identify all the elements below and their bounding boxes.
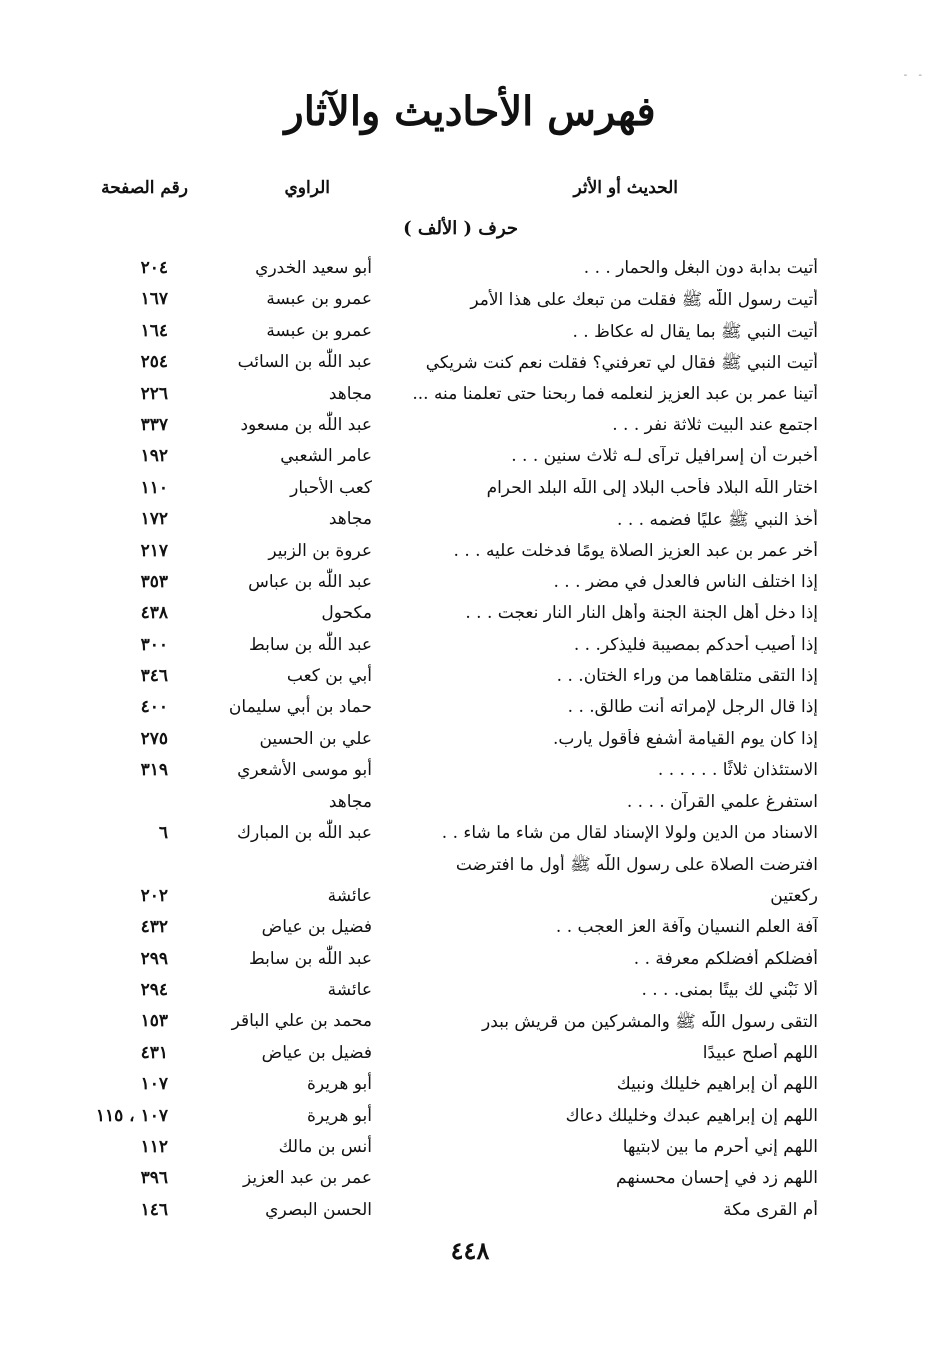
table-row — [0, 947, 940, 978]
page-ref: ٣٣٧ — [140, 414, 168, 435]
table-row — [0, 1135, 940, 1166]
table-row — [0, 1009, 940, 1040]
hadith-text: أتيت النبي ﷺ بما يقال له عكاظ . . — [572, 321, 818, 342]
page-ref: ٢٩٩ — [140, 948, 168, 969]
hadith-text: اختار اللّٰه البلاد فأحب البلاد إلى اللّٰه البلد الحرام — [486, 477, 818, 498]
table-row — [0, 664, 940, 695]
hadith-text: أتيت رسول اللّٰه ﷺ فقلت من تبعك على هذا الأمر — [470, 290, 818, 311]
page-title: فهرس الأحاديث والآثار — [284, 88, 656, 135]
hadith-text: أخذ النبي ﷺ عليًا فضمه . . . — [617, 510, 818, 531]
hadith-text: أتيت بدابة دون البغل والحمار . . . — [583, 258, 818, 278]
hadith-text: الاستئذان ثلاثًا . . . . . . — [657, 760, 818, 781]
hadith-text: اللهم إن إبراهيم عبدك وخليلك دعاك — [565, 1105, 818, 1126]
table-row — [0, 601, 940, 632]
column-header-narrator: الراوي — [284, 178, 330, 198]
narrator-name: عبد اللّٰه بن عباس — [248, 571, 372, 592]
table-row — [0, 852, 940, 883]
table-row — [0, 256, 940, 287]
table-row — [0, 821, 940, 852]
page-number: ٤٤٨ — [450, 1236, 490, 1265]
narrator-name: عبد اللّٰه بن السائب — [237, 352, 372, 373]
hadith-text: إذا اختلف الناس فالعدل في مضر . . . — [553, 571, 818, 592]
page-ref: ١٦٤ — [140, 320, 168, 341]
hadith-text: آفة العلم النسيان وآفة العز العجب . . — [555, 917, 818, 938]
hadith-text: أخبرت أن إسرافيل ترآى لـه ثلاث سنين . . . — [511, 446, 818, 467]
hadith-text: اللهم زد في إحسان محسنهم — [616, 1168, 818, 1189]
page-ref: ١٥٣ — [140, 1011, 168, 1032]
hadith-text: أخر عمر بن عبد العزيز الصلاة يومًا فدخلت عليه . . . — [453, 540, 818, 561]
narrator-name: محمد بن علي الباقر — [231, 1011, 372, 1032]
hadith-text: إذا أصيب أحدكم بمصيبة فليذكر. . . — [573, 634, 818, 655]
table-row — [0, 570, 940, 601]
page-ref: ١٩٢ — [140, 446, 168, 467]
hadith-text: أم القرى مكة — [723, 1199, 818, 1220]
table-row — [0, 915, 940, 946]
narrator-name: عبد اللّٰه بن سابط — [248, 634, 372, 655]
narrator-name: عمرو بن عبسة — [266, 320, 372, 341]
narrator-name: عائشة — [327, 979, 372, 1000]
hadith-text: ركعتين — [770, 885, 818, 906]
hadith-text: الاسناد من الدين ولولا الإسناد لقال من شاء ما شاء . . — [441, 823, 818, 844]
table-row — [0, 287, 940, 318]
narrator-name: عبد اللّٰه بن مسعود — [240, 414, 372, 435]
table-row — [0, 1198, 940, 1229]
table-row — [0, 727, 940, 758]
table-row — [0, 1072, 940, 1103]
narrator-name: أنس بن مالك — [278, 1136, 372, 1157]
hadith-text: ألا نَبْني لك بيتًا بمنى. . . . — [641, 979, 818, 1000]
page-ref: ٣٥٣ — [140, 571, 168, 592]
narrator-name: أبي بن كعب — [286, 666, 372, 687]
table-row — [0, 476, 940, 507]
page-ref: ٢٠٢ — [140, 885, 168, 906]
corner-mark: - - — [903, 70, 926, 81]
page-ref: ٣٩٦ — [140, 1168, 168, 1189]
table-row — [0, 758, 940, 789]
hadith-text: افترضت الصلاة على رسول اللّٰه ﷺ أول ما افترضت — [455, 855, 818, 876]
page-ref: ٣٠٠ — [140, 634, 168, 655]
narrator-name: عمر بن عبد العزيز — [242, 1168, 372, 1189]
page-ref: ٣٤٦ — [140, 666, 168, 687]
narrator-name: علي بن الحسين — [259, 728, 372, 749]
narrator-name: أبو هريرة — [306, 1105, 372, 1126]
hadith-text: إذا دخل أهل الجنة الجنة وأهل النار النار نعجت . . . — [465, 603, 818, 624]
page-ref: ١٠٧ ، ١١٥ — [95, 1105, 168, 1126]
table-row — [0, 884, 940, 915]
page-ref: ٢٢٦ — [140, 383, 168, 404]
page-ref: ٢٥٤ — [140, 352, 168, 373]
table-row — [0, 539, 940, 570]
page-ref: ٣١٩ — [140, 760, 168, 781]
narrator-name: أبو موسى الأشعري — [237, 760, 372, 781]
page-ref: ١١٠ — [140, 477, 168, 498]
narrator-name: عامر الشعبي — [280, 446, 372, 467]
page-ref: ٢١٧ — [140, 540, 168, 561]
table-row — [0, 695, 940, 726]
narrator-name: أبو هريرة — [306, 1074, 372, 1095]
page-ref: ١٦٧ — [140, 289, 168, 310]
narrator-name: عروة بن الزبير — [268, 540, 372, 561]
page-ref: ٢٩٤ — [140, 979, 168, 1000]
page-ref: ٤٣٨ — [140, 603, 168, 624]
page-ref: ٢٠٤ — [140, 258, 168, 278]
hadith-text: أتينا عمر بن عبد العزيز لنعلمه فما ربحنا حتى تعلمنا منه ... — [412, 383, 818, 404]
hadith-text: التقى رسول اللّٰه ﷺ والمشركين من قريش ببدر — [482, 1012, 818, 1033]
narrator-name: فضيل بن عياض — [261, 917, 372, 938]
narrator-name: الحسن البصري — [265, 1199, 372, 1220]
table-row — [0, 382, 940, 413]
page-ref: ١٤٦ — [140, 1199, 168, 1220]
narrator-name: مجاهد — [328, 383, 372, 404]
narrator-name: فضيل بن عياض — [261, 1042, 372, 1063]
narrator-name: مجاهد — [328, 509, 372, 530]
table-row — [0, 1104, 940, 1135]
table-row — [0, 350, 940, 381]
table-row — [0, 413, 940, 444]
table-row — [0, 633, 940, 664]
hadith-text: اجتمع عند البيت ثلاثة نفر . . . — [612, 414, 818, 435]
narrator-name: مكحول — [321, 603, 372, 624]
narrator-name: عمرو بن عبسة — [266, 289, 372, 310]
index-table — [0, 256, 940, 1229]
page-ref: ٢٧٥ — [140, 728, 168, 749]
hadith-text: اللهم أن إبراهيم خليلك ونبيك — [616, 1074, 818, 1095]
hadith-text: إذا التقى متلقاهما من وراء الختان. . . — [556, 666, 818, 687]
narrator-name: أبو سعيد الخدري — [255, 258, 372, 278]
table-row — [0, 790, 940, 821]
page-ref: ١٧٢ — [140, 509, 168, 530]
page-ref: ٦ — [158, 823, 168, 844]
narrator-name: عائشة — [327, 885, 372, 906]
table-row — [0, 507, 940, 538]
hadith-text: اللهم إني أحرم ما بين لابتيها — [622, 1136, 818, 1157]
table-row — [0, 319, 940, 350]
section-heading: حرف ( الألف ) — [403, 218, 518, 239]
table-row — [0, 444, 940, 475]
hadith-text: استفرغ علمي القرآن . . . . — [626, 791, 818, 812]
page-ref: ٤٣١ — [140, 1042, 168, 1063]
page-ref: ١١٢ — [140, 1136, 168, 1157]
hadith-text: إذا كان يوم القيامة أشفع فأقول يارب. — [553, 728, 818, 749]
column-header-page: رقم الصفحة — [101, 178, 188, 198]
hadith-text: اللهم أصلح عبيدًا — [702, 1042, 818, 1063]
narrator-name: كعب الأحبار — [290, 477, 372, 498]
column-header-hadith: الحديث أو الأثر — [573, 178, 678, 198]
narrator-name: مجاهد — [328, 791, 372, 812]
table-row — [0, 1166, 940, 1197]
narrator-name: حماد بن أبي سليمان — [228, 697, 372, 718]
hadith-text: أفضلكم أفضلكم معرفة . . — [633, 948, 818, 969]
page-ref: ٤٠٠ — [140, 697, 168, 718]
table-row — [0, 978, 940, 1009]
hadith-text: أتيت النبي ﷺ فقال لي تعرفني؟ فقلت نعم كنت شريكي — [425, 353, 818, 374]
hadith-text: إذا قال الرجل لإمراته أنت طالق. . . — [567, 697, 818, 718]
narrator-name: عبد اللّٰه بن سابط — [248, 948, 372, 969]
page-ref: ١٠٧ — [140, 1074, 168, 1095]
page-ref: ٤٣٢ — [140, 917, 168, 938]
table-row — [0, 1041, 940, 1072]
narrator-name: عبد اللّٰه بن المبارك — [237, 823, 372, 844]
